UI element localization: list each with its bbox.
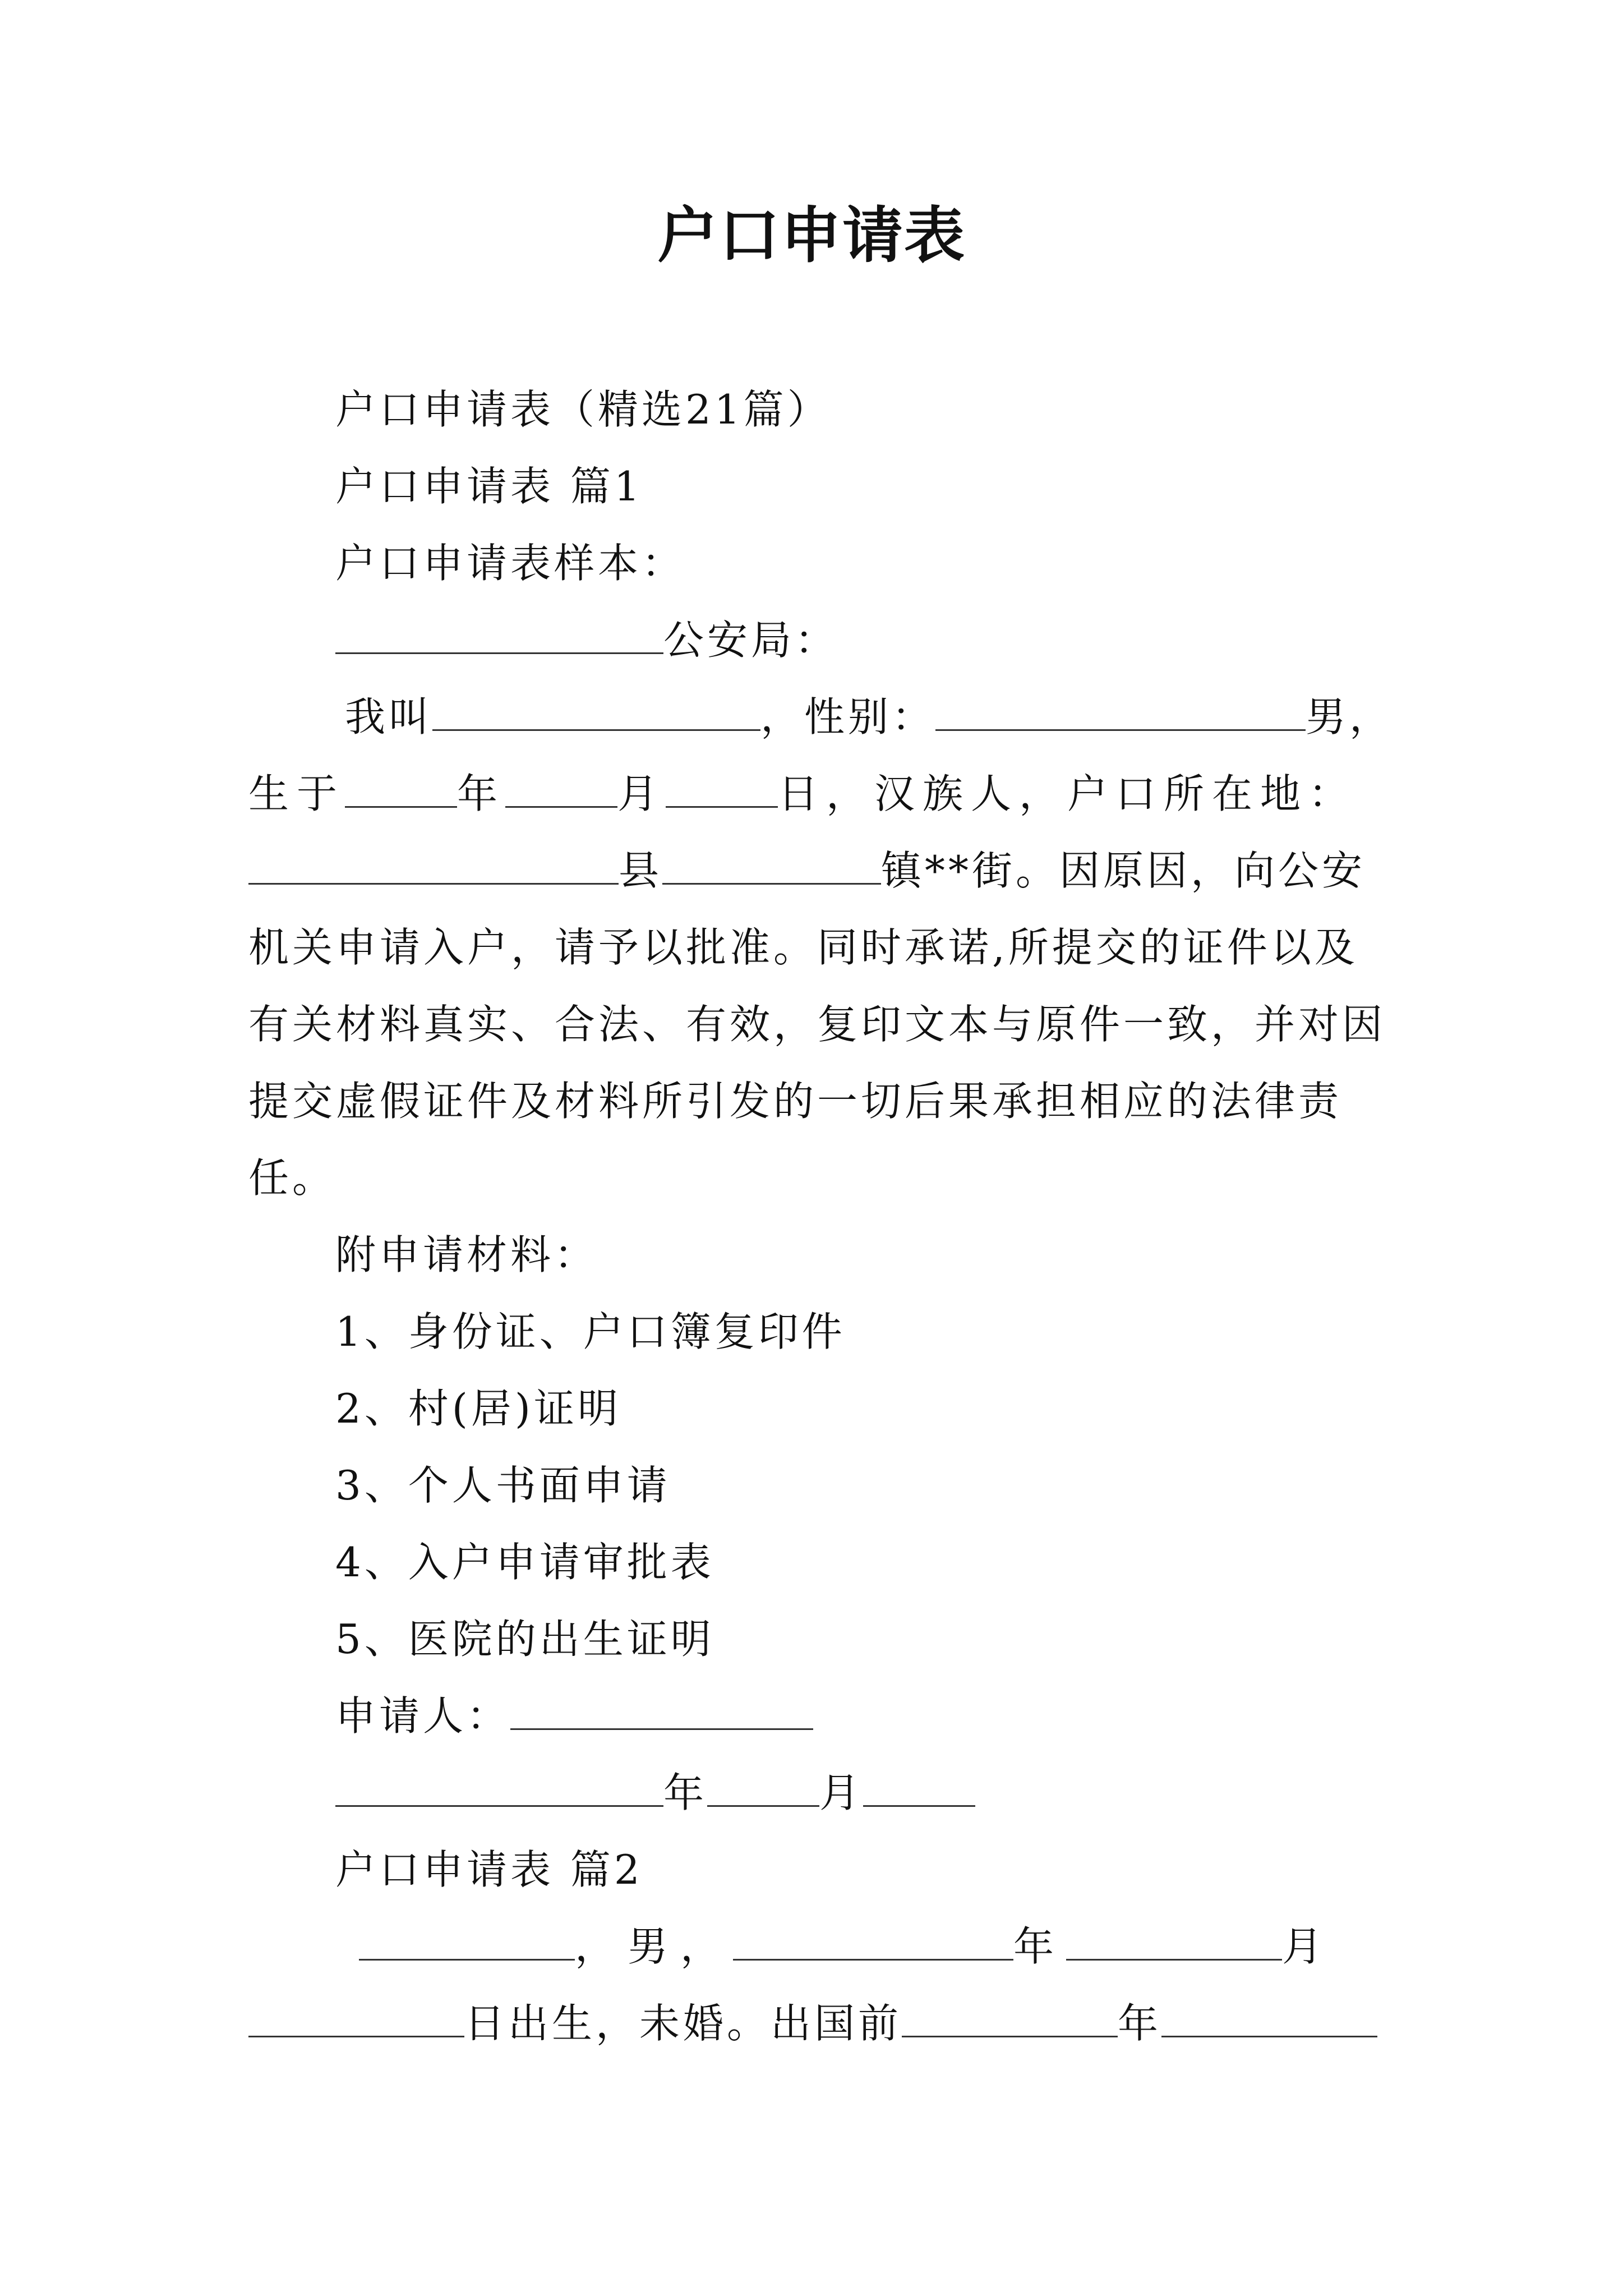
year-blank[interactable] <box>733 1918 1013 1961</box>
year-label: 年 <box>457 770 506 817</box>
abroad-year-blank[interactable] <box>902 1995 1118 2037</box>
name-label: 我叫 <box>345 693 433 740</box>
date-year-label: 年 <box>663 1769 708 1816</box>
gender-blank[interactable] <box>935 689 1306 731</box>
born-label: 生于 <box>248 770 345 817</box>
section2-heading: 户口申请表 篇2 <box>335 1846 643 1893</box>
material-item: 1、身份证、户口簿复印件 <box>335 1308 846 1355</box>
document-title: 户口申请表 <box>657 200 966 271</box>
date-month-blank[interactable] <box>707 1765 819 1807</box>
paragraph-line: 提交虚假证件及材料所引发的一切后果承担相应的法律责 <box>248 1078 1343 1125</box>
gender-label: ，性别： <box>760 693 936 740</box>
month-label: 月 <box>1282 1923 1335 1970</box>
date-day-blank[interactable] <box>863 1765 975 1807</box>
section2-line2 <box>248 1995 1377 2051</box>
month-blank[interactable] <box>1066 1918 1282 1961</box>
bureau-line <box>335 612 838 668</box>
section1-heading: 户口申请表 篇1 <box>335 463 643 510</box>
date-line <box>335 1765 975 1821</box>
date-year-blank[interactable] <box>335 1765 663 1807</box>
subtitle: 户口申请表（精选21篇） <box>335 386 831 433</box>
trailing-blank[interactable] <box>1161 1995 1377 2037</box>
birth-month-blank[interactable] <box>505 766 617 808</box>
name-blank[interactable] <box>432 689 760 731</box>
birth-day-blank[interactable] <box>666 766 778 808</box>
bureau-label: 公安局： <box>663 616 839 664</box>
paragraph-line: 任。 <box>248 1154 336 1202</box>
birth-year-blank[interactable] <box>345 766 457 808</box>
applicant-label: 申请人： <box>335 1692 511 1740</box>
paragraph-line: 有关材料真实、合法、有效，复印文本与原件一致，并对因 <box>248 1001 1386 1048</box>
address-line <box>248 843 1366 899</box>
name-blank[interactable] <box>359 1918 575 1961</box>
month-label: 月 <box>617 770 666 817</box>
male-text: ，男， <box>575 1923 734 1970</box>
county-blank[interactable] <box>248 843 619 885</box>
abroad-year-label: 年 <box>1118 2000 1162 2047</box>
material-item: 3、个人书面申请 <box>335 1462 671 1509</box>
county-label: 县 <box>619 847 663 894</box>
material-item: 5、医院的出生证明 <box>335 1616 714 1663</box>
sample-label: 户口申请表样本： <box>335 540 686 587</box>
material-item: 4、入户申请审批表 <box>335 1539 714 1586</box>
section2-line1 <box>359 1918 1335 1975</box>
paragraph-line: 机关申请入户，请予以批准。同时承诺,所提交的证件以及 <box>248 924 1358 971</box>
birth-line <box>248 766 1357 822</box>
town-blank[interactable] <box>662 843 881 885</box>
applicant-line <box>335 1688 813 1744</box>
town-text: 镇**街。因原因，向公安 <box>881 847 1366 894</box>
materials-label: 附申请材料： <box>335 1231 598 1278</box>
birth-text: 日出生，未婚。出国前 <box>464 2000 902 2047</box>
material-item: 2、村(居)证明 <box>335 1385 621 1432</box>
name-gender-line <box>345 689 1393 745</box>
residence-label: 日，汉族人，户口所在地： <box>778 770 1357 817</box>
day-blank[interactable] <box>248 1995 464 2037</box>
year-label: 年 <box>1013 1923 1067 1970</box>
blank-field[interactable] <box>335 612 663 654</box>
gender-male-text: 男， <box>1306 693 1394 740</box>
date-month-label: 月 <box>819 1769 864 1816</box>
applicant-blank[interactable] <box>510 1688 813 1730</box>
